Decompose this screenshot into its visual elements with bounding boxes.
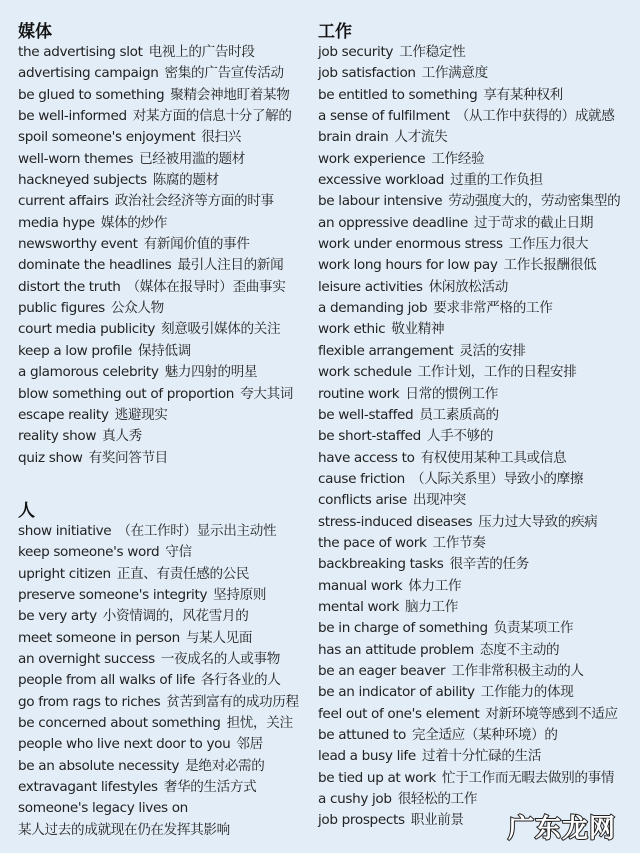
- english-phrase: be an absolute necessity: [18, 757, 180, 774]
- vocab-entry: [318, 597, 638, 618]
- chinese-translation: 人才流失: [394, 129, 448, 146]
- vocab-entry: [318, 213, 638, 234]
- chinese-translation: 奢华的生活方式: [163, 779, 257, 795]
- english-phrase: newsworthy event: [18, 236, 138, 253]
- english-phrase: dominate the headlines: [18, 257, 172, 274]
- vocab-entry: [18, 234, 313, 255]
- vocab-entry: [18, 820, 313, 841]
- chinese-translation: （从工作中获得的）成就感: [455, 108, 615, 125]
- english-phrase: be very arty: [18, 608, 97, 625]
- chinese-translation: 保持低调: [137, 342, 191, 359]
- chinese-translation: 真人秀: [102, 428, 142, 445]
- vocab-entry: [318, 341, 638, 362]
- chinese-translation: （媒体在报导时）歪曲事实: [126, 278, 286, 295]
- chinese-translation: 工作经验: [431, 150, 485, 167]
- chinese-translation: 正直、有责任感的公民: [116, 565, 250, 582]
- vocab-entry: [18, 542, 313, 563]
- chinese-translation: 夸大其词: [240, 385, 294, 402]
- vocab-entry: [18, 63, 313, 84]
- section-title-people: 人: [18, 500, 35, 521]
- vocab-entry: [18, 341, 313, 362]
- english-phrase: distort the truth: [18, 278, 121, 295]
- chinese-translation: 敬业精神: [391, 321, 445, 338]
- english-phrase: brain drain: [318, 129, 389, 146]
- vocab-entry: [318, 384, 638, 405]
- chinese-translation: 邻居: [236, 736, 263, 753]
- english-phrase: be attuned to: [318, 727, 406, 743]
- media-vocab-list: [18, 42, 313, 469]
- english-phrase: the advertising slot: [18, 44, 143, 60]
- chinese-translation: 工作非常积极主动的人: [451, 662, 584, 679]
- english-phrase: be in charge of something: [318, 620, 488, 637]
- chinese-translation: 公众人物: [110, 300, 164, 317]
- vocab-entry: [18, 298, 313, 319]
- english-phrase: court media publicity: [18, 321, 156, 338]
- section-title-work: 工作: [318, 22, 352, 42]
- chinese-translation: 工作满意度: [421, 65, 488, 82]
- vocab-entry: [18, 127, 313, 148]
- chinese-translation: 压力过大导致的疾病: [478, 513, 598, 530]
- english-phrase: job prospects: [318, 812, 405, 829]
- chinese-translation: 人手不够的: [426, 428, 494, 445]
- english-phrase: public figures: [18, 300, 105, 317]
- chinese-translation: 职业前景: [410, 812, 464, 829]
- english-phrase: advertising campaign: [18, 65, 159, 82]
- english-phrase: meet someone in person: [18, 629, 180, 646]
- vocab-entry: [18, 170, 313, 191]
- chinese-translation: 很轻松的工作: [397, 791, 478, 808]
- vocab-entry: [318, 448, 638, 469]
- chinese-translation: 过着十分忙碌的生活: [421, 748, 542, 765]
- vocab-entry: [318, 640, 638, 661]
- english-phrase: people who live next door to you: [18, 736, 231, 753]
- english-phrase: cause friction: [318, 470, 405, 487]
- chinese-translation: 贫苦到富有的成功历程: [166, 693, 299, 710]
- vocab-entry: [318, 768, 638, 789]
- vocab-entry: [318, 704, 638, 725]
- chinese-translation: 很辛苦的任务: [449, 556, 529, 573]
- chinese-translation: 脑力工作: [405, 598, 459, 615]
- vocab-entry: [18, 692, 313, 713]
- chinese-translation: 态度不主动的: [479, 641, 560, 658]
- english-phrase: be entitled to something: [318, 86, 478, 103]
- chinese-translation: （人际关系里）导致小的摩擦: [410, 470, 584, 487]
- chinese-translation: 某人过去的成就现在仍在发挥其影响: [18, 821, 230, 838]
- english-phrase: upright citizen: [18, 565, 111, 582]
- english-phrase: conflicts arise: [318, 492, 407, 509]
- english-phrase: reality show: [18, 428, 97, 445]
- vocab-entry: [318, 554, 638, 575]
- chinese-translation: 电视上的广告时段: [148, 44, 255, 60]
- vocab-entry: [18, 564, 313, 585]
- english-phrase: keep a low profile: [18, 342, 132, 359]
- chinese-translation: 享有某种权利: [483, 86, 563, 103]
- vocab-entry: [18, 734, 313, 755]
- vocab-entry: [318, 576, 638, 597]
- vocab-entry: [18, 713, 313, 734]
- english-phrase: be an indicator of ability: [318, 684, 475, 701]
- vocab-entry: [18, 106, 313, 127]
- english-phrase: people from all walks of life: [18, 672, 196, 689]
- english-phrase: be tied up at work: [318, 769, 436, 786]
- chinese-translation: 担忧，关注: [226, 714, 293, 731]
- right-column: [318, 22, 638, 832]
- chinese-translation: 有新闻价值的事件: [143, 236, 250, 253]
- chinese-translation: 工作节奏: [432, 534, 486, 551]
- chinese-translation: 一夜成名的人或事物: [160, 650, 281, 667]
- english-phrase: work under enormous stress: [318, 236, 503, 253]
- english-phrase: backbreaking tasks: [318, 556, 444, 573]
- vocab-entry: [18, 585, 313, 606]
- english-phrase: be concerned about something: [18, 714, 221, 731]
- english-phrase: be well-staffed: [318, 406, 414, 423]
- chinese-translation: 有奖问答节目: [88, 449, 168, 466]
- chinese-translation: 已经被用滥的题材: [139, 150, 246, 167]
- english-phrase: mental work: [318, 598, 400, 615]
- chinese-translation: 有权使用某种工具或信息: [420, 449, 567, 466]
- chinese-translation: 坚持原则: [213, 586, 267, 603]
- vocab-entry: [318, 469, 638, 490]
- vocab-entry: [318, 63, 638, 84]
- chinese-translation: 是绝对必需的: [185, 757, 265, 774]
- chinese-translation: 过重的工作负担: [450, 172, 543, 189]
- english-phrase: the pace of work: [318, 534, 427, 551]
- vocab-entry: [318, 405, 638, 426]
- vocab-entry: [318, 277, 638, 298]
- vocab-entry: [318, 661, 638, 682]
- work-vocab-list: [318, 42, 638, 832]
- english-phrase: hackneyed subjects: [18, 172, 147, 189]
- chinese-translation: 劳动强度大的，劳动密集型的: [448, 193, 621, 210]
- vocab-entry: [18, 756, 313, 777]
- chinese-translation: 密集的广告宣传活动: [164, 65, 284, 82]
- english-phrase: feel out of one's element: [318, 705, 480, 722]
- english-phrase: work schedule: [318, 364, 412, 381]
- english-phrase: preserve someone's integrity: [18, 586, 208, 603]
- chinese-translation: 工作计划，工作的日程安排: [417, 364, 577, 381]
- english-phrase: quiz show: [18, 449, 83, 466]
- chinese-translation: 逃避现实: [114, 406, 168, 423]
- chinese-translation: 负责某项工作: [493, 620, 574, 637]
- english-phrase: leisure activities: [318, 278, 423, 295]
- english-phrase: manual work: [318, 577, 403, 594]
- chinese-translation: 与某人见面: [185, 629, 253, 646]
- english-phrase: be short-staffed: [318, 428, 421, 445]
- vocab-entry: [318, 85, 638, 106]
- chinese-translation: 小资情调的，风花雪月的: [102, 608, 249, 625]
- english-phrase: a demanding job: [318, 300, 428, 317]
- vocab-entry: [318, 191, 638, 212]
- vocab-entry: [18, 670, 313, 691]
- vocab-entry: [318, 426, 638, 447]
- english-phrase: lead a busy life: [318, 748, 416, 765]
- chinese-translation: 完全适应（某种环境）的: [411, 727, 558, 743]
- vocab-entry: [318, 319, 638, 340]
- english-phrase: a glamorous celebrity: [18, 364, 159, 381]
- chinese-translation: 各行各业的人: [201, 672, 281, 689]
- vocab-entry: [18, 191, 313, 212]
- vocab-entry: [18, 405, 313, 426]
- vocab-entry: [18, 319, 313, 340]
- vocab-entry: [318, 618, 638, 639]
- vocab-entry: [18, 426, 313, 447]
- vocab-entry: [318, 362, 638, 383]
- chinese-translation: 媒体的炒作: [100, 214, 168, 231]
- section-title-media: 媒体: [18, 22, 52, 42]
- english-phrase: escape reality: [18, 406, 109, 423]
- english-phrase: work long hours for low pay: [318, 257, 498, 274]
- english-phrase: work experience: [318, 150, 426, 167]
- english-phrase: have access to: [318, 449, 415, 466]
- vocab-entry: [18, 606, 313, 627]
- english-phrase: job security: [318, 44, 394, 60]
- english-phrase: has an attitude problem: [318, 641, 474, 658]
- chinese-translation: 刻意吸引媒体的关注: [161, 321, 281, 338]
- english-phrase: media hype: [18, 214, 95, 231]
- chinese-translation: 很扫兴: [201, 129, 241, 146]
- vocab-entry: [18, 777, 313, 798]
- english-phrase: be labour intensive: [318, 193, 443, 210]
- chinese-translation: 守信: [165, 544, 192, 561]
- chinese-translation: （在工作时）显示出主动性: [117, 522, 277, 539]
- english-phrase: be an eager beaver: [318, 662, 446, 679]
- chinese-translation: 工作压力很大: [508, 236, 589, 253]
- chinese-translation: 陈腐的题材: [152, 172, 219, 189]
- chinese-translation: 忙于工作而无暇去做别的事情: [441, 769, 615, 786]
- vocab-entry: [318, 746, 638, 767]
- english-phrase: routine work: [318, 385, 400, 402]
- vocab-entry: [318, 682, 638, 703]
- vocab-entry: [318, 533, 638, 554]
- english-phrase: blow something out of proportion: [18, 385, 235, 402]
- vocab-entry: [318, 490, 638, 511]
- vocab-entry: [318, 725, 638, 746]
- vocab-entry: [18, 85, 313, 106]
- vocab-entry: [318, 106, 638, 127]
- chinese-translation: 休闲放松活动: [428, 278, 509, 295]
- vocab-entry: [18, 213, 313, 234]
- vocab-entry: [318, 42, 638, 63]
- watermark-logo: 广东龙网: [508, 814, 617, 844]
- vocab-entry: [18, 149, 313, 170]
- english-phrase: go from rags to riches: [18, 693, 161, 710]
- english-phrase: well-worn themes: [18, 150, 134, 167]
- english-phrase: flexible arrangement: [318, 342, 454, 359]
- vocab-entry: [18, 362, 313, 383]
- vocab-entry: [18, 798, 313, 819]
- english-phrase: a sense of fulfilment: [318, 108, 450, 125]
- chinese-translation: 工作能力的体现: [480, 684, 574, 701]
- chinese-translation: 魅力四射的明星: [164, 364, 258, 381]
- chinese-translation: 工作稳定性: [399, 44, 466, 60]
- chinese-translation: 体力工作: [408, 577, 462, 594]
- chinese-translation: 出现冲突: [412, 492, 466, 509]
- english-phrase: someone's legacy lives on: [18, 800, 188, 817]
- english-phrase: an overnight success: [18, 650, 155, 667]
- english-phrase: a cushy job: [318, 791, 392, 808]
- vocab-entry: [318, 255, 638, 276]
- vocab-entry: [18, 277, 313, 298]
- vocab-entry: [318, 149, 638, 170]
- english-phrase: stress-induced diseases: [318, 513, 473, 530]
- chinese-translation: 对新环境等感到不适应: [485, 705, 618, 722]
- vocab-entry: [318, 127, 638, 148]
- english-phrase: work ethic: [318, 321, 386, 338]
- english-phrase: spoil someone's enjoyment: [18, 129, 196, 146]
- chinese-translation: 日常的惯例工作: [405, 385, 499, 402]
- chinese-translation: 员工素质高的: [419, 406, 499, 423]
- chinese-translation: 对某方面的信息十分了解的: [132, 108, 292, 125]
- english-phrase: keep someone's word: [18, 544, 160, 561]
- english-phrase: excessive workload: [318, 172, 445, 189]
- vocab-entry: [18, 628, 313, 649]
- chinese-translation: 要求非常严格的工作: [433, 300, 553, 317]
- english-phrase: extravagant lifestyles: [18, 779, 158, 795]
- vocab-entry: [18, 42, 313, 63]
- chinese-translation: 灵活的安排: [459, 342, 526, 359]
- english-phrase: show initiative: [18, 522, 112, 539]
- left-column: [18, 22, 313, 841]
- chinese-translation: 过于苛求的截止日期: [473, 214, 594, 231]
- english-phrase: be well-informed: [18, 108, 127, 125]
- chinese-translation: 工作长报酬很低: [503, 257, 597, 274]
- vocab-entry: [18, 384, 313, 405]
- english-phrase: current affairs: [18, 193, 109, 210]
- english-phrase: be glued to something: [18, 86, 165, 103]
- vocab-entry: [18, 521, 313, 542]
- chinese-translation: 最引人注目的新闻: [177, 257, 284, 274]
- vocab-entry: [18, 255, 313, 276]
- vocab-entry: [18, 448, 313, 469]
- vocab-entry: [18, 649, 313, 670]
- vocab-entry: [318, 298, 638, 319]
- chinese-translation: 政治社会经济等方面的时事: [114, 193, 274, 210]
- english-phrase: an oppressive deadline: [318, 214, 468, 231]
- english-phrase: job satisfaction: [318, 65, 416, 82]
- people-vocab-list: [18, 521, 313, 841]
- chinese-translation: 聚精会神地盯着某物: [170, 86, 290, 103]
- vocab-entry: [318, 512, 638, 533]
- vocab-entry: [318, 234, 638, 255]
- vocab-entry: [318, 170, 638, 191]
